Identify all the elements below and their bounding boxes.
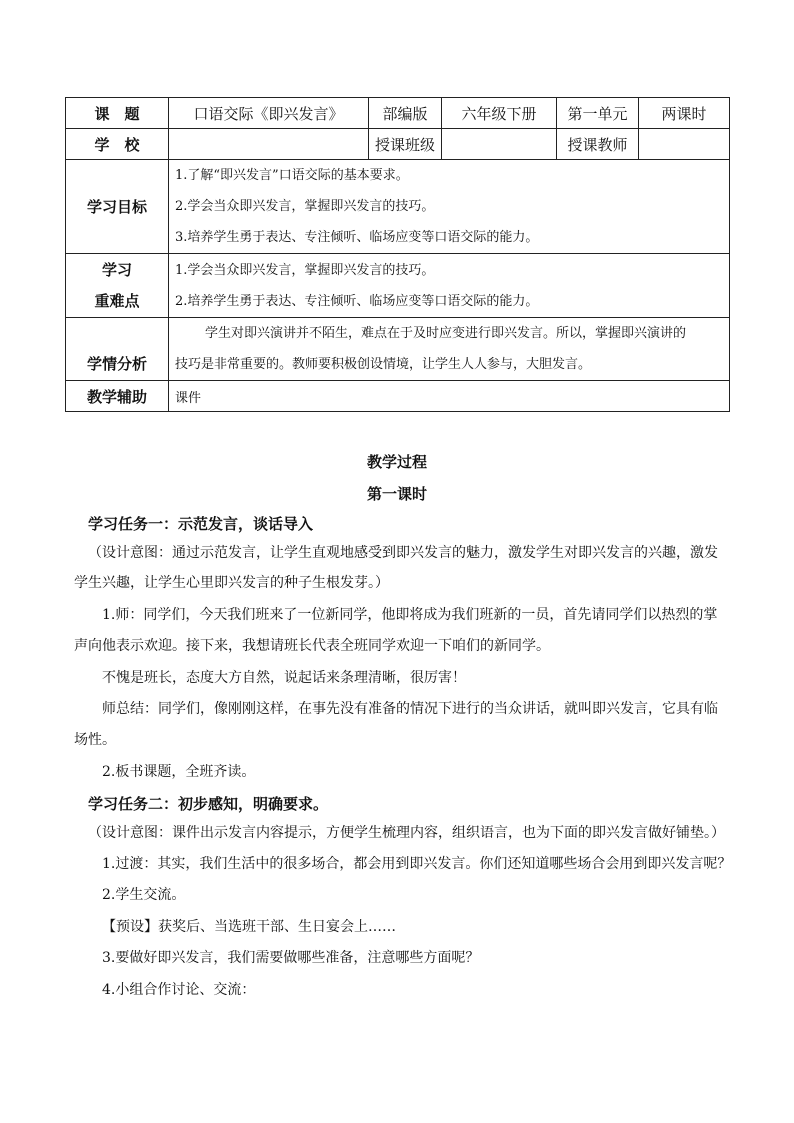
topic-title: 口语交际《即兴发言》 [169, 98, 369, 129]
task2-step3: 3.要做好即兴发言，我们需要做哪些准备，注意哪些方面呢？ [102, 950, 480, 966]
table-row-analysis [66, 318, 730, 381]
task2-step2: 2.学生交流。 [102, 887, 186, 903]
key-points-list [169, 254, 730, 318]
class-label: 授课班级 [369, 129, 442, 160]
goals-label: 学习目标 [66, 160, 169, 254]
unit: 第一单元 [557, 98, 639, 129]
key-point-item: 1.学会当众即兴发言，掌握即兴发言的技巧。 [175, 262, 435, 278]
task1-step1-line5: 场性。 [74, 732, 116, 748]
table-row-key-points [66, 254, 730, 318]
task1-step1-line2: 声向他表示欢迎。接下来，我想请班长代表全班同学欢迎一下咱们的新同学。 [74, 638, 550, 654]
process-title: 教学过程 [366, 453, 427, 471]
aids-label: 教学辅助 [66, 381, 169, 412]
task2-preset: 【预设】获奖后、当选班干部、生日宴会上…… [102, 919, 396, 935]
edition: 部编版 [369, 98, 442, 129]
class-value [442, 129, 557, 160]
teacher-value [639, 129, 730, 160]
goal-item: 1.了解“即兴发言”口语交际的基本要求。 [175, 168, 409, 183]
school-value [169, 129, 369, 160]
table-row-aids [66, 381, 730, 412]
analysis-line1: 学生对即兴演讲并不陌生，难点在于及时应变进行即兴发言。所以，掌握即兴演讲的 [205, 326, 687, 341]
table-row-school [66, 129, 730, 160]
key-points-label-line2: 重难点 [94, 291, 140, 310]
task1-step1-line4: 师总结：同学们，像刚刚这样，在事先没有准备的情况下进行的当众讲话，就叫即兴发言，它具有临 [102, 701, 718, 717]
hours: 两课时 [639, 98, 730, 129]
goals-list [169, 160, 730, 254]
grade: 六年级下册 [442, 98, 557, 129]
task2-step1: 1.过渡：其实，我们生活中的很多场合，都会用到即兴发言。你们还知道哪些场合会用到即兴发言呢？ [102, 856, 732, 872]
task2-design: （设计意图：课件出示发言内容提示，方便学生梳理内容，组织语言，也为下面的即兴发言做好铺垫。） [88, 825, 725, 841]
task1-design-line1: （设计意图：通过示范发言，让学生直观地感受到即兴发言的魅力，激发学生对即兴发言的兴趣，激发 [88, 545, 718, 561]
lesson-title: 第一课时 [366, 485, 427, 503]
analysis-line2: 技巧是非常重要的。教师要积极创设情境，让学生人人参与，大胆发言。 [175, 357, 592, 372]
task1-design-line2: 学生兴趣，让学生心里即兴发言的种子生根发芽。） [74, 575, 389, 591]
topic-label: 课 题 [66, 98, 169, 129]
key-point-item: 2.培养学生勇于表达、专注倾听、临场应变等口语交际的能力。 [175, 293, 539, 309]
task1-step2: 2.板书课题，全班齐读。 [102, 764, 256, 780]
task1-step1-line3: 不愧是班长，态度大方自然，说起话来条理清晰，很厉害！ [102, 670, 466, 686]
goal-item: 2.学会当众即兴发言，掌握即兴发言的技巧。 [175, 199, 435, 214]
lesson-info-table [65, 97, 730, 412]
teacher-label: 授课教师 [557, 129, 639, 160]
table-row-topic [66, 98, 730, 129]
task2-heading: 学习任务二：初步感知，明确要求。 [88, 795, 329, 813]
school-label: 学 校 [66, 129, 169, 160]
aids-value: 课件 [169, 381, 730, 412]
goal-item: 3.培养学生勇于表达、专注倾听、临场应变等口语交际的能力。 [175, 230, 539, 245]
task2-step4: 4.小组合作讨论、交流： [102, 982, 256, 998]
analysis-label: 学情分析 [66, 318, 169, 381]
key-points-label [66, 254, 169, 318]
key-points-label-line1: 学习 [101, 260, 132, 279]
task1-heading: 学习任务一：示范发言，谈话导入 [88, 515, 314, 533]
table-row-goals [66, 160, 730, 254]
task1-step1-line1: 1.师：同学们，今天我们班来了一位新同学，他即将成为我们班新的一员，首先请同学们以热烈的掌 [102, 607, 718, 623]
analysis-text [169, 318, 730, 381]
